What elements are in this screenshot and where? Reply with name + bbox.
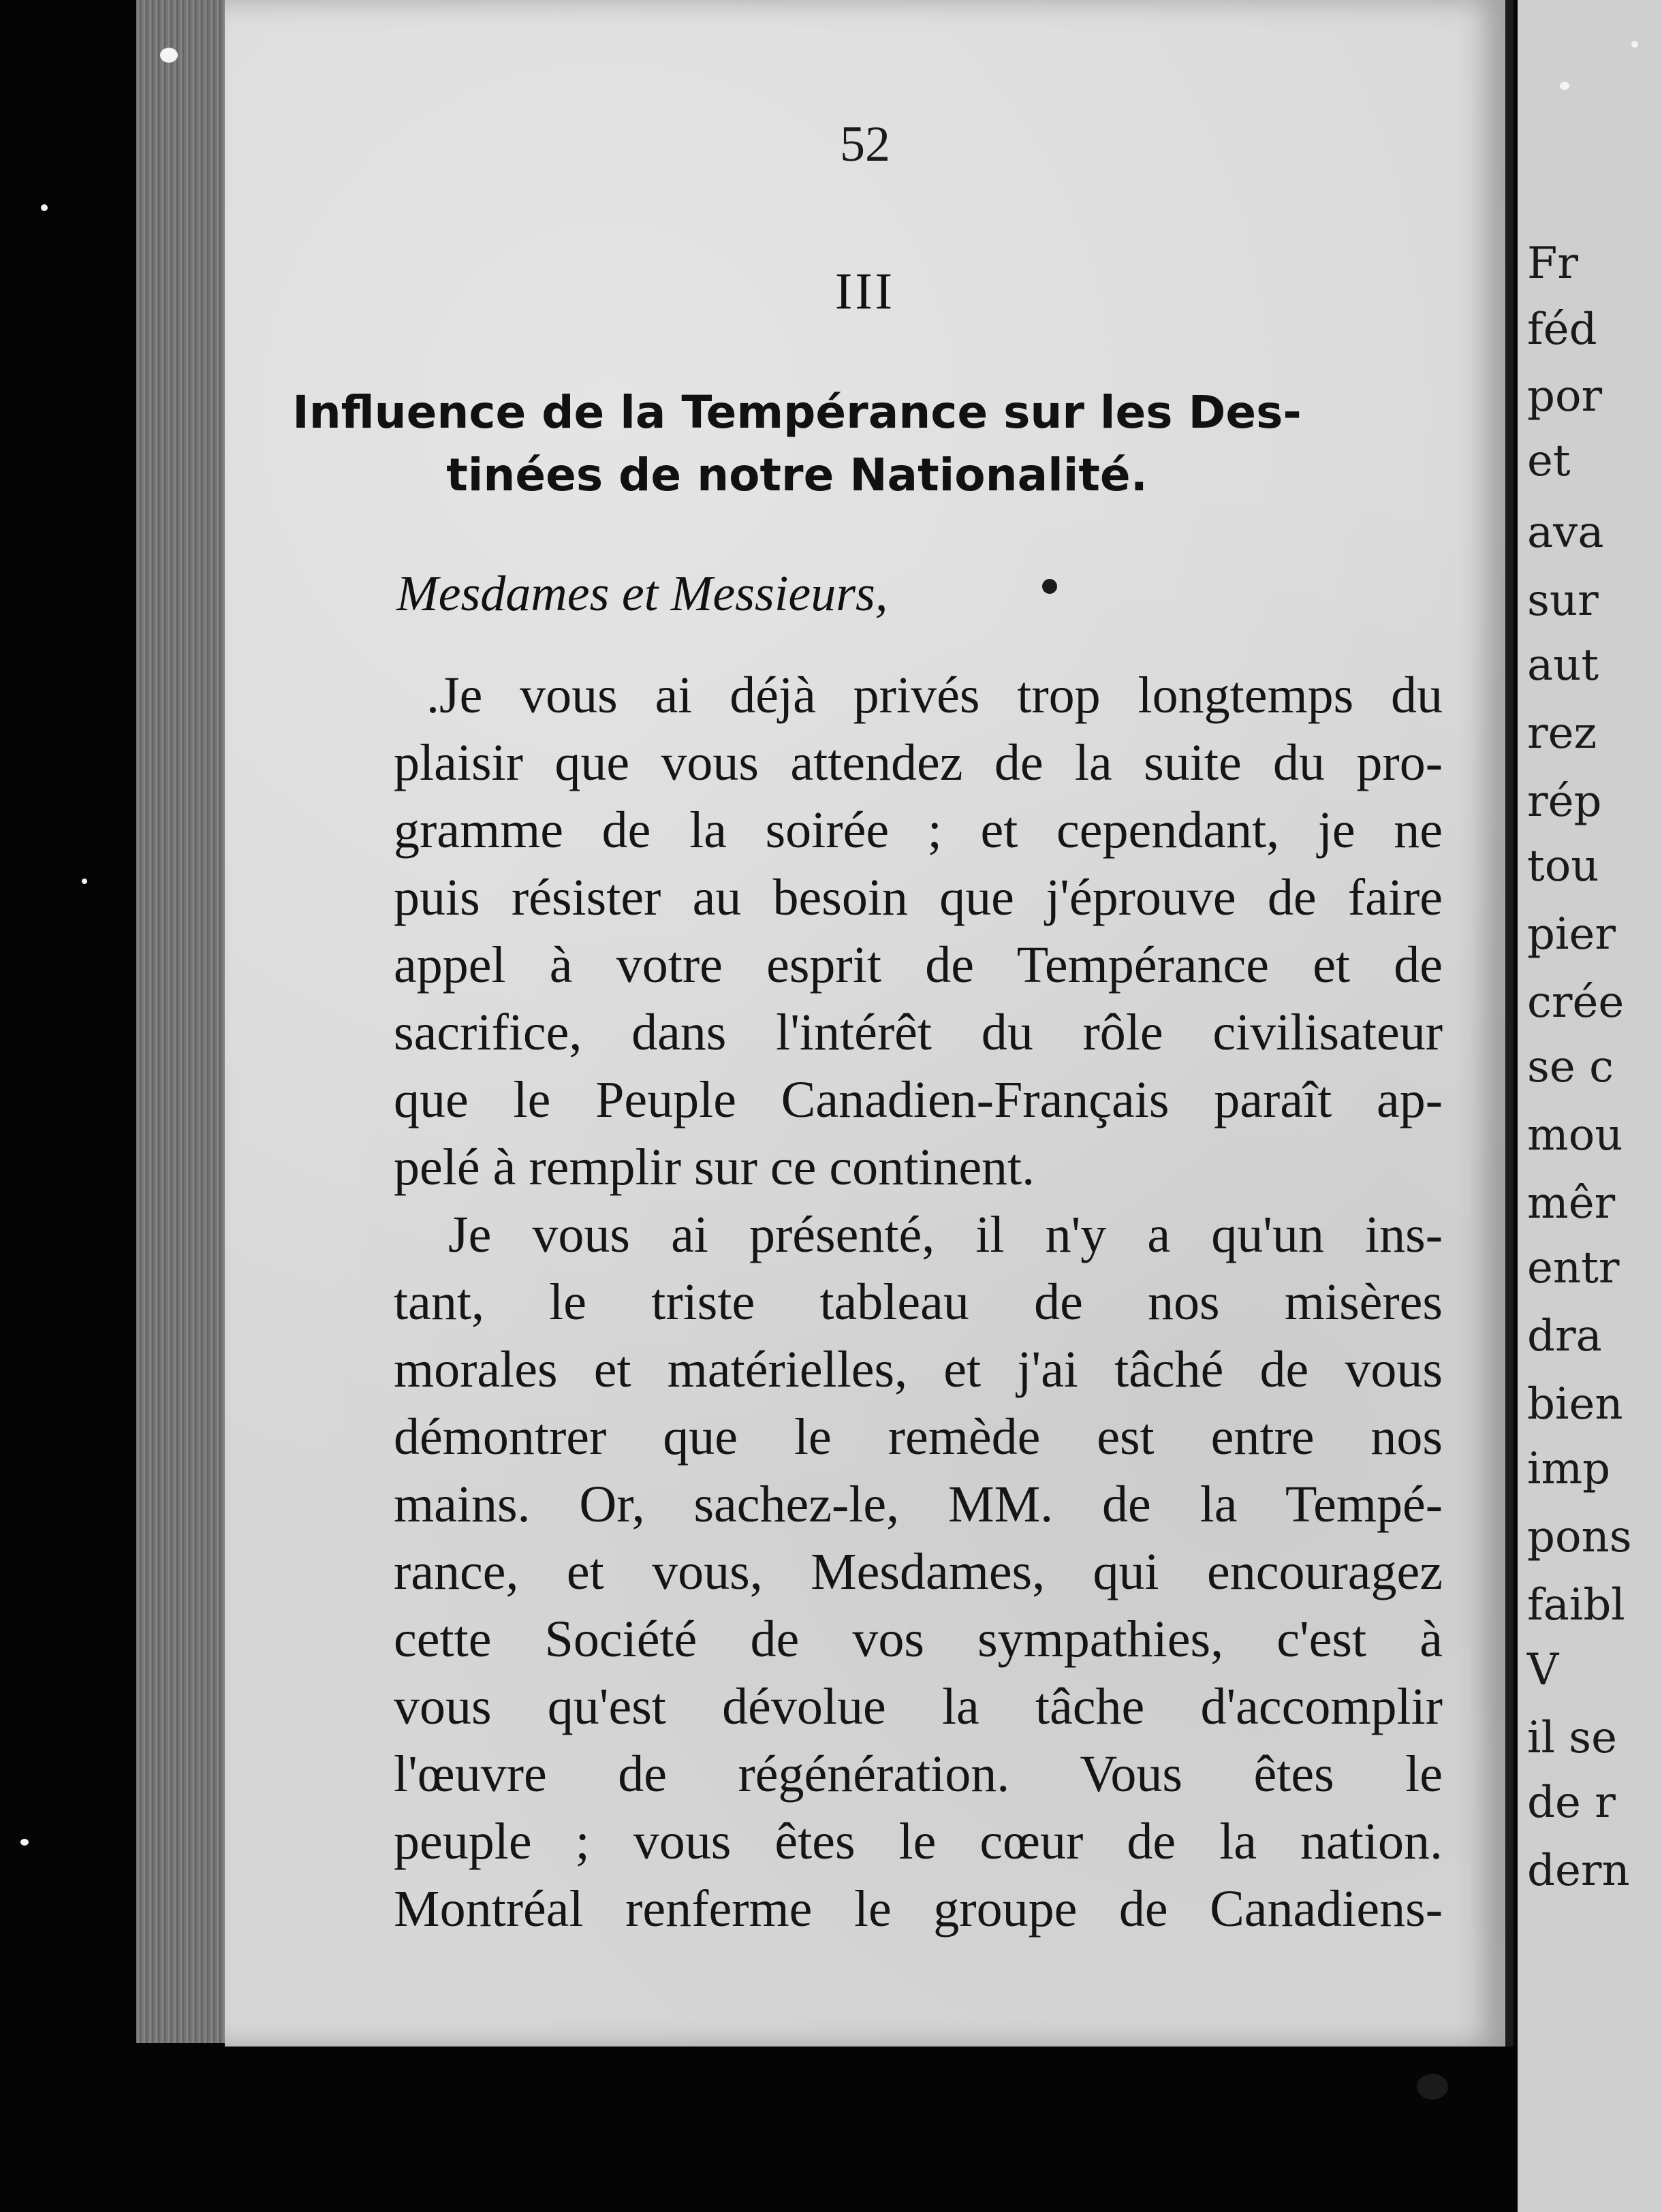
next-page-text: dra [1527,1311,1602,1361]
scan-speck [82,879,87,884]
text-line: pelé à remplir sur ce continent. [394,1139,1035,1196]
text-line: sacrifice, dans l'intérêt du rôle civilisateur [394,1004,1443,1061]
next-page-text: faibl [1527,1580,1625,1630]
next-page-text: crée [1527,977,1625,1028]
next-page-text: V [1527,1645,1559,1695]
next-page-text: Fr [1527,238,1578,289]
text-line: puis résister au besoin que j'éprouve de faire [394,869,1443,926]
next-page-text: rép [1527,776,1602,827]
scan-speck [1042,579,1057,594]
next-page-text: por [1527,371,1603,422]
text-line: que le Peuple Canadien-Français paraît ap- [394,1071,1443,1128]
section-number: III [835,263,895,320]
next-page-text: se c [1527,1042,1614,1092]
scan-speck [1631,41,1638,48]
next-page-text: bien [1527,1379,1623,1429]
next-page-text: dern [1527,1846,1630,1896]
next-page-fragment [1518,0,1662,2212]
scan-speck [41,204,48,211]
next-page-text: aut [1527,640,1599,691]
next-page-text: ava [1527,507,1604,558]
text-line: .Je vous ai déjà privés trop longtemps du [426,667,1443,724]
next-page-text: entr [1527,1243,1620,1293]
text-line: vous qu'est dévolue la tâche d'accomplir [394,1678,1443,1735]
text-line: Montréal renferme le groupe de Canadiens- [394,1880,1443,1938]
next-page-text: imp [1527,1444,1611,1494]
next-page-text: mou [1527,1110,1623,1160]
scan-speck [20,1839,29,1846]
section-title-line-2: tinées de notre Nationalité. [446,449,1148,501]
text-line: l'œuvre de régénération. Vous êtes le [394,1745,1443,1803]
book-page-edges [136,0,229,2043]
next-page-text: mêr [1527,1178,1616,1229]
scan-speck [1560,82,1569,90]
next-page-text: féd [1527,304,1597,355]
next-page-text: il se [1527,1713,1617,1763]
next-page-text: pons [1527,1512,1632,1562]
scan-speck [160,48,178,63]
text-line: gramme de la soirée ; et cependant, je ne [394,802,1443,859]
text-line: tant, le triste tableau de nos misères [394,1274,1443,1331]
next-page-text: tou [1527,841,1599,891]
text-line: cette Société de vos sympathies, c'est à [394,1611,1443,1668]
text-line: appel à votre esprit de Tempérance et de [394,936,1443,994]
text-line: Je vous ai présenté, il n'y a qu'un ins- [448,1206,1443,1263]
text-line: peuple ; vous êtes le cœur de la nation. [394,1813,1443,1870]
section-title [163,381,1430,507]
next-page-text: et [1527,436,1571,486]
text-line: mains. Or, sachez-le, MM. de la Tempé- [394,1476,1443,1533]
salutation: Mesdames et Messieurs, [396,566,888,622]
page-number: 52 [840,116,890,172]
next-page-text: de r [1527,1778,1616,1828]
next-page-text: sur [1527,575,1599,626]
next-page-text: pier [1527,909,1616,960]
text-line: plaisir que vous attendez de la suite du pro- [394,734,1443,791]
body-text [394,662,1443,1943]
section-title-line-1: Influence de la Tempérance sur les Des- [292,386,1302,439]
text-line: rance, et vous, Mesdames, qui encouragez [394,1543,1443,1600]
text-line: démontrer que le remède est entre nos [394,1408,1443,1466]
scan-speck [1417,2074,1448,2100]
text-line: morales et matérielles, et j'ai tâché de vous [394,1341,1443,1398]
next-page-text: rez [1527,708,1597,759]
